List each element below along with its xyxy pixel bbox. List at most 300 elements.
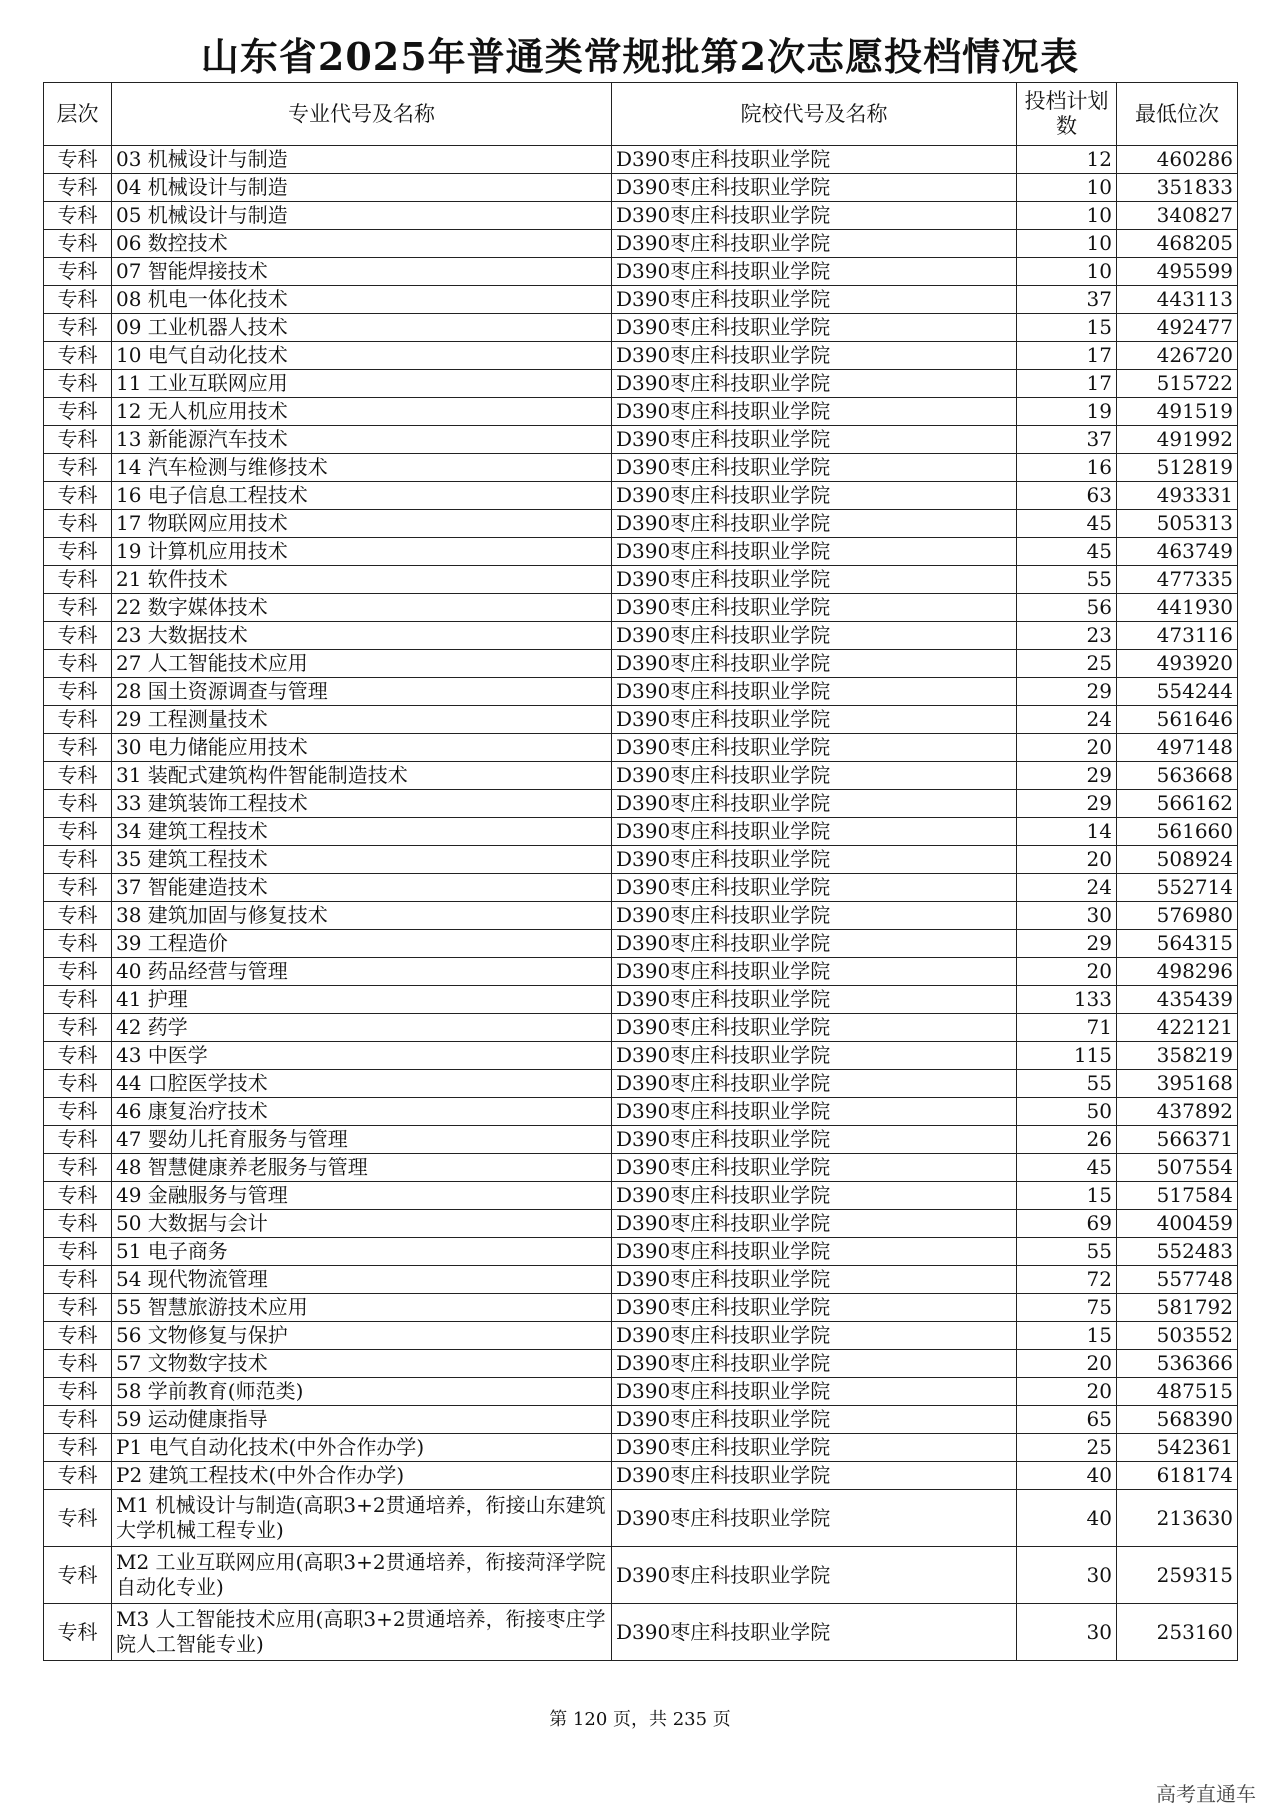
cell-major: 41 护理	[112, 986, 612, 1014]
cell-level: 专科	[44, 1182, 112, 1210]
cell-level: 专科	[44, 1434, 112, 1462]
table-row	[44, 1350, 1238, 1378]
cell-major: 16 电子信息工程技术	[112, 482, 612, 510]
table-row	[44, 482, 1238, 510]
cell-school: D390枣庄科技职业学院	[612, 510, 1017, 538]
table-row	[44, 1378, 1238, 1406]
cell-major: 09 工业机器人技术	[112, 314, 612, 342]
cell-plan: 40	[1017, 1490, 1117, 1547]
cell-school: D390枣庄科技职业学院	[612, 1182, 1017, 1210]
admission-table	[43, 82, 1238, 1661]
cell-level: 专科	[44, 174, 112, 202]
cell-plan: 30	[1017, 902, 1117, 930]
cell-rank: 581792	[1117, 1294, 1238, 1322]
cell-rank: 503552	[1117, 1322, 1238, 1350]
cell-major: 22 数字媒体技术	[112, 594, 612, 622]
cell-level: 专科	[44, 202, 112, 230]
cell-plan: 24	[1017, 706, 1117, 734]
cell-plan: 45	[1017, 1154, 1117, 1182]
cell-major: 14 汽车检测与维修技术	[112, 454, 612, 482]
table-row	[44, 510, 1238, 538]
cell-major: 07 智能焊接技术	[112, 258, 612, 286]
table-row	[44, 790, 1238, 818]
cell-school: D390枣庄科技职业学院	[612, 790, 1017, 818]
cell-rank: 564315	[1117, 930, 1238, 958]
cell-plan: 16	[1017, 454, 1117, 482]
cell-school: D390枣庄科技职业学院	[612, 846, 1017, 874]
cell-level: 专科	[44, 762, 112, 790]
cell-rank: 566162	[1117, 790, 1238, 818]
cell-school: D390枣庄科技职业学院	[612, 1154, 1017, 1182]
cell-major: 19 计算机应用技术	[112, 538, 612, 566]
table-row	[44, 1462, 1238, 1490]
cell-major: 28 国土资源调查与管理	[112, 678, 612, 706]
table-body	[44, 146, 1238, 1661]
page-title: 山东省2025年普通类常规批第2次志愿投档情况表	[200, 34, 1080, 79]
cell-rank: 515722	[1117, 370, 1238, 398]
cell-rank: 507554	[1117, 1154, 1238, 1182]
cell-school: D390枣庄科技职业学院	[612, 1322, 1017, 1350]
cell-level: 专科	[44, 986, 112, 1014]
cell-plan: 72	[1017, 1266, 1117, 1294]
cell-major: 37 智能建造技术	[112, 874, 612, 902]
cell-level: 专科	[44, 902, 112, 930]
table-row	[44, 146, 1238, 174]
cell-rank: 508924	[1117, 846, 1238, 874]
cell-major: 31 装配式建筑构件智能制造技术	[112, 762, 612, 790]
table-row	[44, 1126, 1238, 1154]
cell-level: 专科	[44, 622, 112, 650]
cell-plan: 29	[1017, 790, 1117, 818]
cell-rank: 253160	[1117, 1604, 1238, 1661]
cell-level: 专科	[44, 1406, 112, 1434]
cell-plan: 71	[1017, 1014, 1117, 1042]
table-row	[44, 426, 1238, 454]
cell-level: 专科	[44, 846, 112, 874]
cell-major: 03 机械设计与制造	[112, 146, 612, 174]
header-school: 院校代号及名称	[612, 83, 1017, 146]
cell-major: M3 人工智能技术应用(高职3+2贯通培养，衔接枣庄学院人工智能专业)	[112, 1604, 612, 1661]
watermark: 高考直通车	[1156, 1782, 1256, 1806]
cell-major: 33 建筑装饰工程技术	[112, 790, 612, 818]
cell-school: D390枣庄科技职业学院	[612, 706, 1017, 734]
cell-school: D390枣庄科技职业学院	[612, 258, 1017, 286]
cell-rank: 552714	[1117, 874, 1238, 902]
cell-major: 17 物联网应用技术	[112, 510, 612, 538]
cell-level: 专科	[44, 454, 112, 482]
cell-school: D390枣庄科技职业学院	[612, 874, 1017, 902]
cell-school: D390枣庄科技职业学院	[612, 1126, 1017, 1154]
cell-rank: 618174	[1117, 1462, 1238, 1490]
cell-plan: 115	[1017, 1042, 1117, 1070]
header-plan: 投档计划数	[1017, 83, 1117, 146]
cell-school: D390枣庄科技职业学院	[612, 1434, 1017, 1462]
cell-level: 专科	[44, 1322, 112, 1350]
cell-school: D390枣庄科技职业学院	[612, 1014, 1017, 1042]
cell-major: P2 建筑工程技术(中外合作办学)	[112, 1462, 612, 1490]
cell-school: D390枣庄科技职业学院	[612, 342, 1017, 370]
header-major: 专业代号及名称	[112, 83, 612, 146]
cell-school: D390枣庄科技职业学院	[612, 1098, 1017, 1126]
cell-school: D390枣庄科技职业学院	[612, 454, 1017, 482]
cell-major: 35 建筑工程技术	[112, 846, 612, 874]
table-row	[44, 1322, 1238, 1350]
cell-major: 55 智慧旅游技术应用	[112, 1294, 612, 1322]
table-row	[44, 678, 1238, 706]
cell-rank: 460286	[1117, 146, 1238, 174]
cell-school: D390枣庄科技职业学院	[612, 1294, 1017, 1322]
cell-major: 08 机电一体化技术	[112, 286, 612, 314]
table-row	[44, 398, 1238, 426]
cell-plan: 23	[1017, 622, 1117, 650]
cell-school: D390枣庄科技职业学院	[612, 286, 1017, 314]
cell-rank: 492477	[1117, 314, 1238, 342]
table-row	[44, 650, 1238, 678]
cell-level: 专科	[44, 678, 112, 706]
cell-plan: 20	[1017, 1378, 1117, 1406]
cell-school: D390枣庄科技职业学院	[612, 762, 1017, 790]
cell-rank: 561660	[1117, 818, 1238, 846]
cell-school: D390枣庄科技职业学院	[612, 1406, 1017, 1434]
cell-plan: 15	[1017, 314, 1117, 342]
cell-plan: 69	[1017, 1210, 1117, 1238]
cell-major: 11 工业互联网应用	[112, 370, 612, 398]
table-row	[44, 1042, 1238, 1070]
cell-level: 专科	[44, 370, 112, 398]
cell-rank: 557748	[1117, 1266, 1238, 1294]
cell-school: D390枣庄科技职业学院	[612, 1462, 1017, 1490]
cell-plan: 10	[1017, 202, 1117, 230]
cell-school: D390枣庄科技职业学院	[612, 1604, 1017, 1661]
cell-level: 专科	[44, 230, 112, 258]
cell-major: 42 药学	[112, 1014, 612, 1042]
table-row	[44, 930, 1238, 958]
cell-school: D390枣庄科技职业学院	[612, 1042, 1017, 1070]
cell-rank: 426720	[1117, 342, 1238, 370]
cell-rank: 400459	[1117, 1210, 1238, 1238]
cell-plan: 30	[1017, 1604, 1117, 1661]
cell-rank: 358219	[1117, 1042, 1238, 1070]
cell-plan: 45	[1017, 510, 1117, 538]
header-rank: 最低位次	[1117, 83, 1238, 146]
table-row	[44, 1434, 1238, 1462]
cell-plan: 63	[1017, 482, 1117, 510]
table-header-row	[44, 83, 1238, 146]
cell-level: 专科	[44, 146, 112, 174]
table-row	[44, 1490, 1238, 1547]
cell-level: 专科	[44, 790, 112, 818]
cell-rank: 517584	[1117, 1182, 1238, 1210]
cell-level: 专科	[44, 342, 112, 370]
cell-major: 39 工程造价	[112, 930, 612, 958]
cell-school: D390枣庄科技职业学院	[612, 734, 1017, 762]
cell-level: 专科	[44, 1490, 112, 1547]
cell-school: D390枣庄科技职业学院	[612, 566, 1017, 594]
cell-school: D390枣庄科技职业学院	[612, 370, 1017, 398]
cell-plan: 19	[1017, 398, 1117, 426]
cell-rank: 340827	[1117, 202, 1238, 230]
cell-major: M2 工业互联网应用(高职3+2贯通培养，衔接菏泽学院自动化专业)	[112, 1547, 612, 1604]
table-row	[44, 874, 1238, 902]
cell-rank: 487515	[1117, 1378, 1238, 1406]
cell-major: 47 婴幼儿托育服务与管理	[112, 1126, 612, 1154]
cell-plan: 65	[1017, 1406, 1117, 1434]
cell-major: 43 中医学	[112, 1042, 612, 1070]
table-row	[44, 1210, 1238, 1238]
cell-plan: 40	[1017, 1462, 1117, 1490]
cell-level: 专科	[44, 314, 112, 342]
cell-level: 专科	[44, 1266, 112, 1294]
table-row	[44, 566, 1238, 594]
cell-level: 专科	[44, 426, 112, 454]
cell-rank: 443113	[1117, 286, 1238, 314]
cell-plan: 30	[1017, 1547, 1117, 1604]
table-row	[44, 454, 1238, 482]
table-row	[44, 1266, 1238, 1294]
cell-rank: 568390	[1117, 1406, 1238, 1434]
cell-school: D390枣庄科技职业学院	[612, 482, 1017, 510]
table-row	[44, 846, 1238, 874]
cell-rank: 542361	[1117, 1434, 1238, 1462]
cell-plan: 15	[1017, 1322, 1117, 1350]
cell-plan: 20	[1017, 734, 1117, 762]
cell-level: 专科	[44, 398, 112, 426]
cell-school: D390枣庄科技职业学院	[612, 958, 1017, 986]
cell-rank: 395168	[1117, 1070, 1238, 1098]
table-row	[44, 258, 1238, 286]
cell-major: 05 机械设计与制造	[112, 202, 612, 230]
cell-level: 专科	[44, 958, 112, 986]
cell-rank: 493331	[1117, 482, 1238, 510]
cell-rank: 435439	[1117, 986, 1238, 1014]
cell-plan: 20	[1017, 846, 1117, 874]
cell-level: 专科	[44, 258, 112, 286]
cell-major: 51 电子商务	[112, 1238, 612, 1266]
page-footer: 第 120 页，共 235 页	[549, 1709, 731, 1730]
cell-major: 23 大数据技术	[112, 622, 612, 650]
cell-school: D390枣庄科技职业学院	[612, 1210, 1017, 1238]
cell-plan: 29	[1017, 930, 1117, 958]
cell-level: 专科	[44, 1547, 112, 1604]
cell-major: 48 智慧健康养老服务与管理	[112, 1154, 612, 1182]
table-row	[44, 230, 1238, 258]
cell-level: 专科	[44, 1238, 112, 1266]
cell-level: 专科	[44, 1070, 112, 1098]
table-row	[44, 370, 1238, 398]
cell-plan: 37	[1017, 426, 1117, 454]
table-row	[44, 594, 1238, 622]
cell-level: 专科	[44, 1294, 112, 1322]
cell-plan: 55	[1017, 1070, 1117, 1098]
table-row	[44, 174, 1238, 202]
cell-rank: 505313	[1117, 510, 1238, 538]
table-row	[44, 986, 1238, 1014]
cell-school: D390枣庄科技职业学院	[612, 986, 1017, 1014]
cell-plan: 17	[1017, 342, 1117, 370]
cell-rank: 554244	[1117, 678, 1238, 706]
cell-plan: 25	[1017, 650, 1117, 678]
cell-plan: 17	[1017, 370, 1117, 398]
cell-level: 专科	[44, 818, 112, 846]
cell-plan: 55	[1017, 566, 1117, 594]
table-row	[44, 202, 1238, 230]
cell-plan: 26	[1017, 1126, 1117, 1154]
cell-level: 专科	[44, 1350, 112, 1378]
cell-school: D390枣庄科技职业学院	[612, 174, 1017, 202]
table-row	[44, 538, 1238, 566]
cell-level: 专科	[44, 1014, 112, 1042]
cell-level: 专科	[44, 1042, 112, 1070]
cell-plan: 12	[1017, 146, 1117, 174]
cell-plan: 75	[1017, 1294, 1117, 1322]
cell-school: D390枣庄科技职业学院	[612, 1378, 1017, 1406]
table-row	[44, 902, 1238, 930]
table-row	[44, 342, 1238, 370]
cell-school: D390枣庄科技职业学院	[612, 930, 1017, 958]
cell-level: 专科	[44, 482, 112, 510]
cell-school: D390枣庄科技职业学院	[612, 622, 1017, 650]
cell-school: D390枣庄科技职业学院	[612, 678, 1017, 706]
table-row	[44, 1182, 1238, 1210]
cell-rank: 477335	[1117, 566, 1238, 594]
cell-level: 专科	[44, 538, 112, 566]
table-row	[44, 706, 1238, 734]
cell-rank: 441930	[1117, 594, 1238, 622]
cell-rank: 259315	[1117, 1547, 1238, 1604]
cell-major: P1 电气自动化技术(中外合作办学)	[112, 1434, 612, 1462]
cell-major: 04 机械设计与制造	[112, 174, 612, 202]
cell-school: D390枣庄科技职业学院	[612, 1350, 1017, 1378]
cell-level: 专科	[44, 1462, 112, 1490]
table-row	[44, 1294, 1238, 1322]
cell-plan: 37	[1017, 286, 1117, 314]
table-row	[44, 1098, 1238, 1126]
cell-major: 34 建筑工程技术	[112, 818, 612, 846]
cell-major: 21 软件技术	[112, 566, 612, 594]
table-row	[44, 762, 1238, 790]
cell-level: 专科	[44, 1378, 112, 1406]
cell-major: 38 建筑加固与修复技术	[112, 902, 612, 930]
cell-rank: 552483	[1117, 1238, 1238, 1266]
cell-rank: 422121	[1117, 1014, 1238, 1042]
cell-rank: 493920	[1117, 650, 1238, 678]
cell-plan: 24	[1017, 874, 1117, 902]
cell-school: D390枣庄科技职业学院	[612, 1266, 1017, 1294]
cell-rank: 468205	[1117, 230, 1238, 258]
table-row	[44, 1014, 1238, 1042]
cell-school: D390枣庄科技职业学院	[612, 594, 1017, 622]
table-row	[44, 734, 1238, 762]
cell-school: D390枣庄科技职业学院	[612, 146, 1017, 174]
cell-school: D390枣庄科技职业学院	[612, 1490, 1017, 1547]
cell-rank: 213630	[1117, 1490, 1238, 1547]
cell-rank: 536366	[1117, 1350, 1238, 1378]
cell-plan: 15	[1017, 1182, 1117, 1210]
cell-major: M1 机械设计与制造(高职3+2贯通培养，衔接山东建筑大学机械工程专业)	[112, 1490, 612, 1547]
cell-rank: 491519	[1117, 398, 1238, 426]
cell-school: D390枣庄科技职业学院	[612, 314, 1017, 342]
cell-school: D390枣庄科技职业学院	[612, 1238, 1017, 1266]
cell-school: D390枣庄科技职业学院	[612, 1070, 1017, 1098]
cell-level: 专科	[44, 874, 112, 902]
cell-plan: 20	[1017, 1350, 1117, 1378]
cell-school: D390枣庄科技职业学院	[612, 902, 1017, 930]
cell-major: 57 文物数字技术	[112, 1350, 612, 1378]
table-row	[44, 1154, 1238, 1182]
cell-major: 12 无人机应用技术	[112, 398, 612, 426]
cell-level: 专科	[44, 510, 112, 538]
cell-level: 专科	[44, 734, 112, 762]
cell-plan: 14	[1017, 818, 1117, 846]
cell-level: 专科	[44, 1604, 112, 1661]
cell-school: D390枣庄科技职业学院	[612, 1547, 1017, 1604]
cell-major: 49 金融服务与管理	[112, 1182, 612, 1210]
cell-major: 59 运动健康指导	[112, 1406, 612, 1434]
cell-major: 10 电气自动化技术	[112, 342, 612, 370]
cell-level: 专科	[44, 1098, 112, 1126]
cell-major: 58 学前教育(师范类)	[112, 1378, 612, 1406]
table-row	[44, 1604, 1238, 1661]
cell-plan: 55	[1017, 1238, 1117, 1266]
cell-school: D390枣庄科技职业学院	[612, 818, 1017, 846]
cell-school: D390枣庄科技职业学院	[612, 538, 1017, 566]
cell-plan: 10	[1017, 230, 1117, 258]
cell-major: 30 电力储能应用技术	[112, 734, 612, 762]
cell-school: D390枣庄科技职业学院	[612, 230, 1017, 258]
cell-plan: 10	[1017, 174, 1117, 202]
cell-major: 13 新能源汽车技术	[112, 426, 612, 454]
cell-major: 40 药品经营与管理	[112, 958, 612, 986]
cell-plan: 56	[1017, 594, 1117, 622]
cell-rank: 437892	[1117, 1098, 1238, 1126]
cell-rank: 512819	[1117, 454, 1238, 482]
cell-level: 专科	[44, 286, 112, 314]
cell-plan: 29	[1017, 678, 1117, 706]
cell-level: 专科	[44, 594, 112, 622]
cell-major: 06 数控技术	[112, 230, 612, 258]
cell-plan: 133	[1017, 986, 1117, 1014]
cell-rank: 495599	[1117, 258, 1238, 286]
cell-rank: 497148	[1117, 734, 1238, 762]
table-row	[44, 286, 1238, 314]
cell-plan: 45	[1017, 538, 1117, 566]
cell-plan: 20	[1017, 958, 1117, 986]
cell-rank: 498296	[1117, 958, 1238, 986]
header-level: 层次	[44, 83, 112, 146]
table-row	[44, 958, 1238, 986]
cell-rank: 563668	[1117, 762, 1238, 790]
table-row	[44, 1406, 1238, 1434]
cell-major: 44 口腔医学技术	[112, 1070, 612, 1098]
cell-rank: 473116	[1117, 622, 1238, 650]
cell-level: 专科	[44, 930, 112, 958]
cell-major: 56 文物修复与保护	[112, 1322, 612, 1350]
cell-rank: 491992	[1117, 426, 1238, 454]
cell-level: 专科	[44, 650, 112, 678]
cell-school: D390枣庄科技职业学院	[612, 202, 1017, 230]
table-row	[44, 314, 1238, 342]
cell-rank: 561646	[1117, 706, 1238, 734]
table-row	[44, 622, 1238, 650]
cell-level: 专科	[44, 706, 112, 734]
cell-plan: 10	[1017, 258, 1117, 286]
cell-level: 专科	[44, 1154, 112, 1182]
table-row	[44, 1238, 1238, 1266]
cell-major: 46 康复治疗技术	[112, 1098, 612, 1126]
table-row	[44, 818, 1238, 846]
cell-rank: 351833	[1117, 174, 1238, 202]
cell-rank: 566371	[1117, 1126, 1238, 1154]
